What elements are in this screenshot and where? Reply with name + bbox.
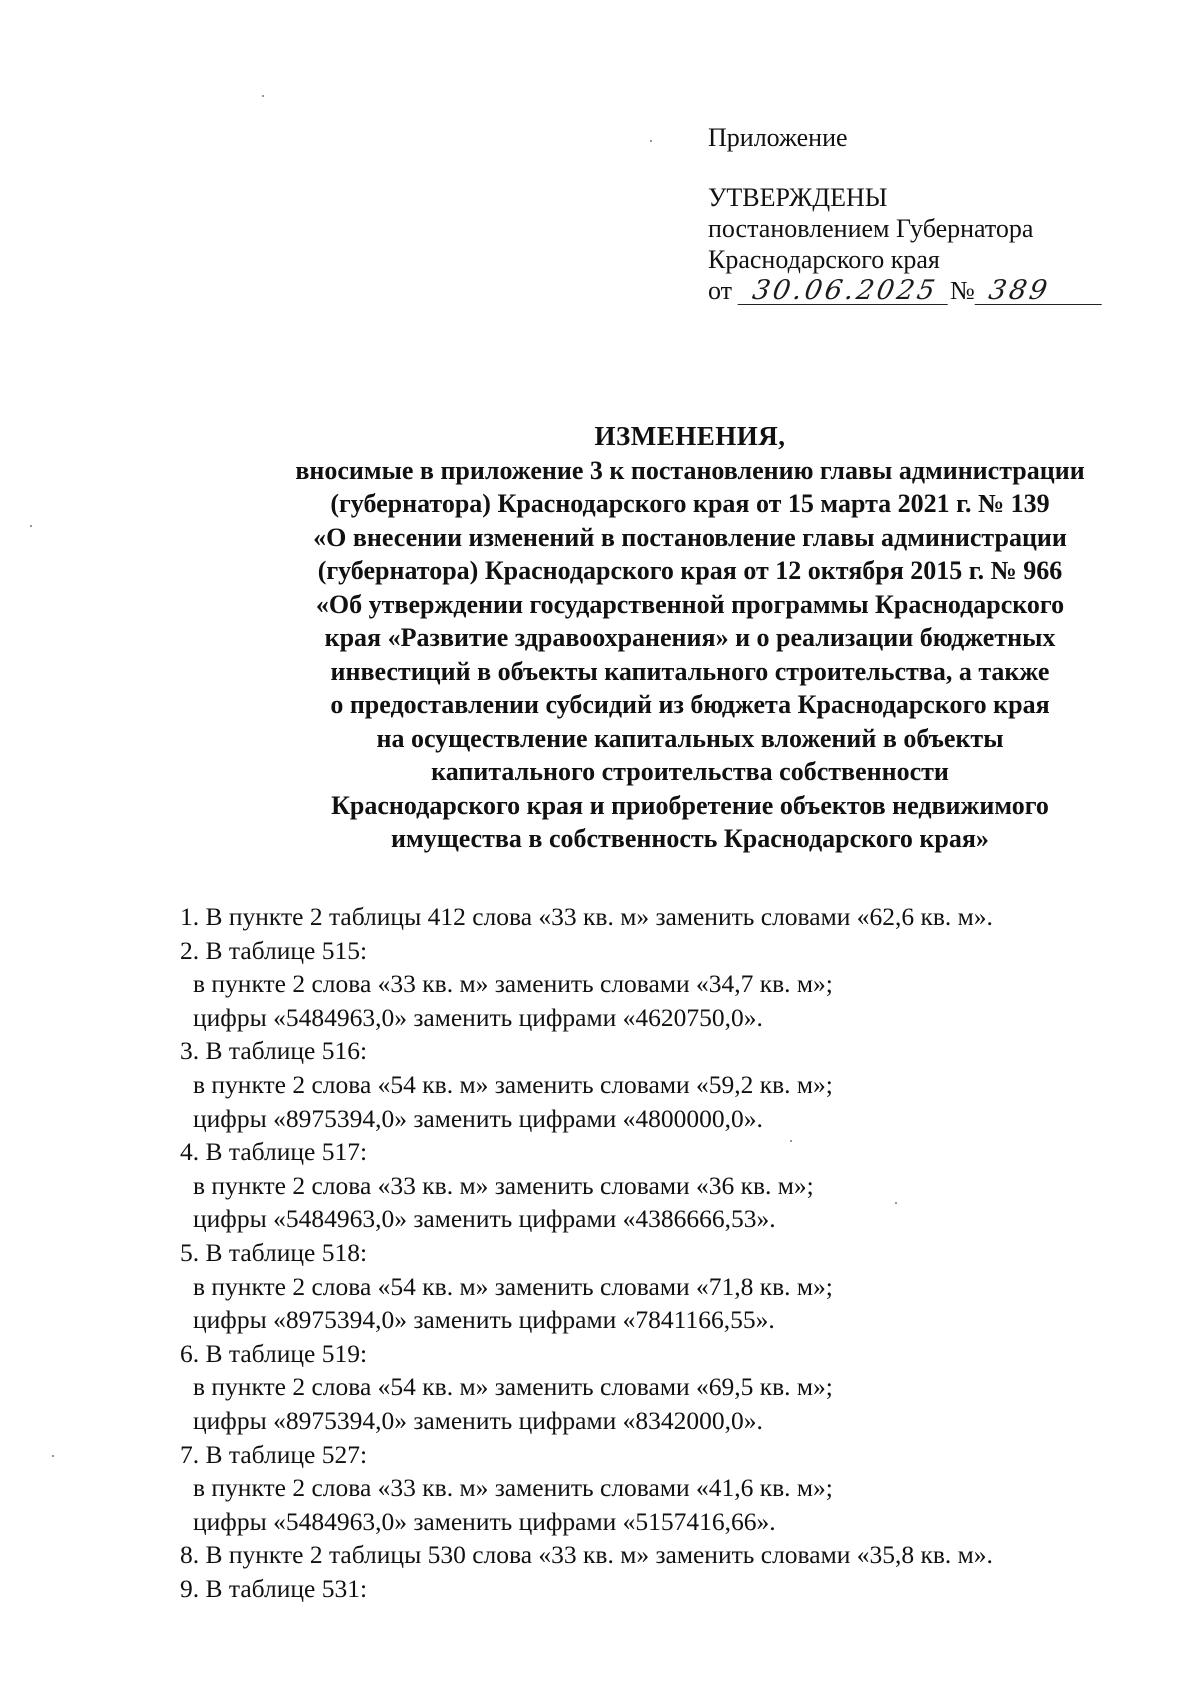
title-line: капитального строительства собственности bbox=[431, 757, 949, 786]
list-item: 5. В таблице 518: bbox=[180, 1237, 368, 1267]
title-line: на осуществление капитальных вложений в объекты bbox=[376, 723, 1004, 753]
scan-speck bbox=[262, 95, 264, 97]
number-label: № bbox=[950, 276, 975, 305]
title-heading: ИЗМЕНЕНИЯ, bbox=[594, 421, 786, 451]
approved-label: УТВЕРЖДЕНЫ bbox=[708, 183, 888, 212]
list-item: 7. В таблице 527: bbox=[180, 1439, 368, 1469]
title-line: (губернатора) Краснодарского края от 12 октября 2015 г. № 966 bbox=[317, 556, 1063, 585]
list-subitem: цифры «5484963,0» заменить цифрами «4620750,0». bbox=[193, 1002, 763, 1032]
list-item: 8. В пункте 2 таблицы 530 слова «33 кв. м» заменить словами «35,8 кв. м». bbox=[180, 1540, 993, 1570]
list-subitem: в пункте 2 слова «54 кв. м» заменить словами «69,5 кв. м»; bbox=[193, 1372, 833, 1402]
list-item: 9. В таблице 531: bbox=[180, 1573, 368, 1603]
list-item: 1. В пункте 2 таблицы 412 слова «33 кв. м» заменить словами «62,6 кв. м». bbox=[180, 902, 993, 931]
list-subitem: цифры «8975394,0» заменить цифрами «8342000,0». bbox=[193, 1405, 763, 1435]
list-item: 3. В таблице 516: bbox=[180, 1036, 368, 1066]
approved-by-line: постановлением Губернатора bbox=[708, 214, 1034, 243]
title-line: о предоставлении субсидий из бюджета Краснодарского края bbox=[330, 690, 1050, 719]
handwritten-number: 389 bbox=[974, 278, 1106, 305]
list-item: 6. В таблице 519: bbox=[180, 1338, 368, 1368]
appendix-label: Приложение bbox=[708, 123, 848, 152]
list-subitem: цифры «5484963,0» заменить цифрами «4386666,53». bbox=[193, 1204, 776, 1234]
document-title bbox=[240, 420, 1140, 856]
list-subitem: цифры «5484963,0» заменить цифрами «5157416,66». bbox=[193, 1506, 776, 1536]
title-line: (губернатора) Краснодарского края от 15 марта 2021 г. № 139 bbox=[330, 489, 1050, 518]
list-subitem: цифры «8975394,0» заменить цифрами «4800000,0». bbox=[193, 1103, 763, 1133]
scan-speck bbox=[30, 525, 32, 527]
title-line: Краснодарского края и приобретение объектов недвижимого bbox=[331, 790, 1049, 820]
list-subitem: в пункте 2 слова «33 кв. м» заменить словами «41,6 кв. м»; bbox=[193, 1473, 833, 1503]
title-line: края «Развитие здравоохранения» и о реализации бюджетных bbox=[324, 623, 1056, 652]
list-subitem: в пункте 2 слова «33 кв. м» заменить словами «34,7 кв. м»; bbox=[193, 969, 833, 999]
amendments-list bbox=[0, 900, 1200, 1605]
list-item: 4. В таблице 517: bbox=[180, 1137, 368, 1167]
title-line: имущества в собственность Краснодарского края» bbox=[391, 824, 989, 853]
date-prefix: от bbox=[708, 276, 733, 305]
approval-block bbox=[708, 122, 1104, 306]
title-lines bbox=[240, 454, 1140, 856]
handwritten-date: 30.06.2025 bbox=[738, 278, 953, 305]
list-subitem: цифры «8975394,0» заменить цифрами «7841166,55». bbox=[193, 1305, 775, 1335]
list-subitem: в пункте 2 слова «54 кв. м» заменить словами «59,2 кв. м»; bbox=[193, 1069, 833, 1099]
scan-speck bbox=[650, 140, 652, 142]
title-line: «Об утверждении государственной программы Краснодарского bbox=[315, 589, 1065, 619]
title-line: вносимые в приложение 3 к постановлению главы администрации bbox=[295, 455, 1085, 485]
list-item: 2. В таблице 515: bbox=[180, 935, 368, 965]
list-subitem: в пункте 2 слова «54 кв. м» заменить словами «71,8 кв. м»; bbox=[193, 1271, 833, 1301]
title-line: инвестиций в объекты капитального строительства, а также bbox=[330, 656, 1050, 686]
title-line: «О внесении изменений в постановление главы администрации bbox=[313, 522, 1067, 552]
list-subitem: в пункте 2 слова «33 кв. м» заменить словами «36 кв. м»; bbox=[193, 1170, 814, 1200]
date-number-line bbox=[708, 275, 1104, 306]
approved-by-region: Краснодарского края bbox=[708, 245, 940, 274]
